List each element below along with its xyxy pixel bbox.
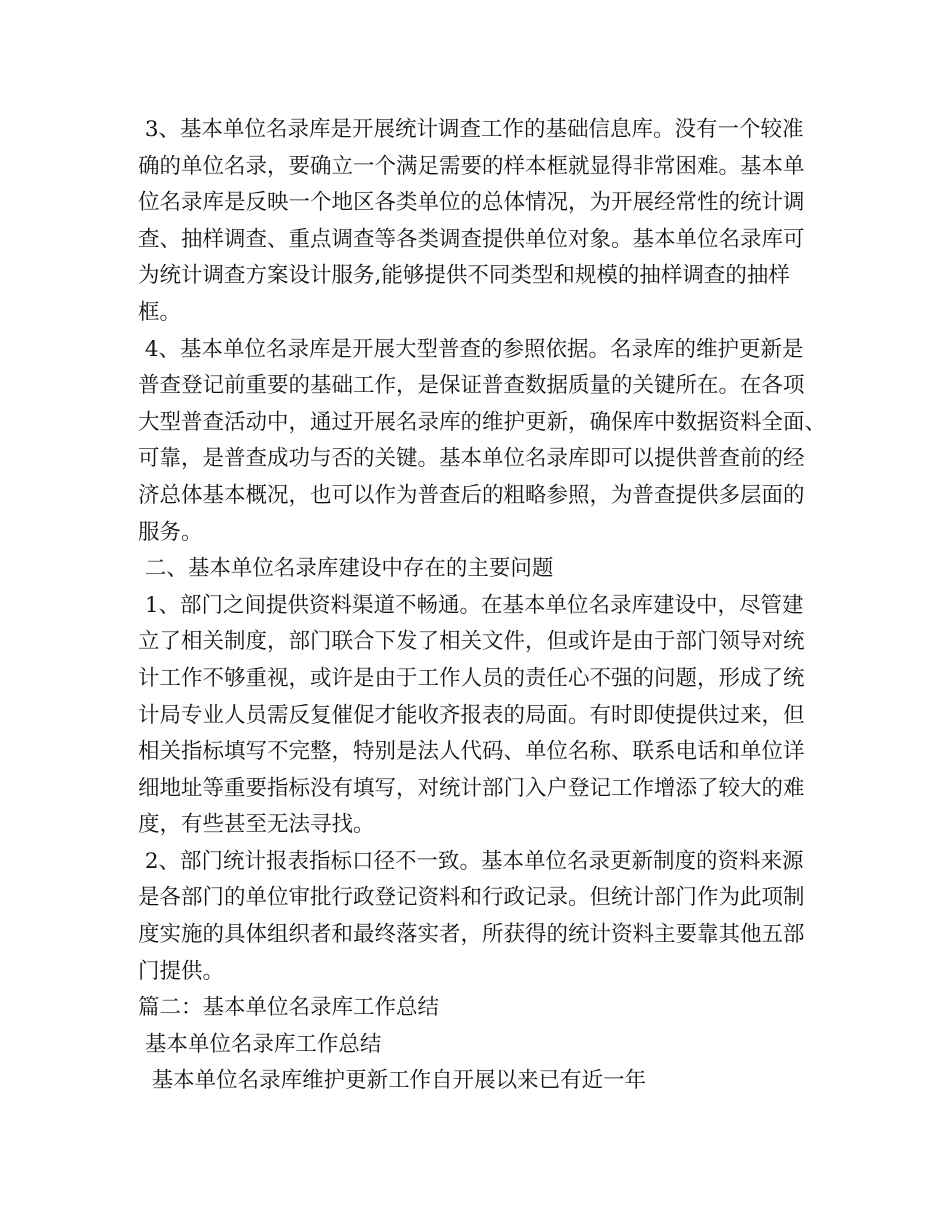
text-line: 门提供。 <box>138 958 225 984</box>
text-line: 计工作不够重视，或许是由于工作人员的责任心不强的问题，形成了统 <box>138 665 805 691</box>
text-line: 4、基本单位名录库是开展大型普查的参照依据。名录库的维护更新是 <box>138 336 804 362</box>
article-title: 基本单位名录库工作总结 <box>138 1031 382 1057</box>
text-line: 2、部门统计报表指标口径不一致。基本单位名录更新制度的资料来源 <box>138 848 804 874</box>
section-heading: 二、基本单位名录库建设中存在的主要问题 <box>138 556 554 582</box>
text-line: 框。 <box>138 299 182 325</box>
text-line: 位名录库是反映一个地区各类单位的总体情况，为开展经常性的统计调 <box>138 190 805 216</box>
text-line: 立了相关制度，部门联合下发了相关文件，但或许是由于部门领导对统 <box>138 629 805 655</box>
text-line: 济总体基本概况，也可以作为普查后的粗略参照，为普查提供多层面的 <box>138 482 805 508</box>
text-line: 度，有些甚至无法寻找。 <box>138 812 375 838</box>
chapter-heading: 篇二：基本单位名录库工作总结 <box>138 995 440 1021</box>
text-line: 1、部门之间提供资料渠道不畅通。在基本单位名录库建设中，尽管建 <box>138 592 804 618</box>
text-line: 大型普查活动中，通过开展名录库的维护更新，确保库中数据资料全面、 <box>138 409 827 435</box>
text-line: 3、基本单位名录库是开展统计调查工作的基础信息库。没有一个较准 <box>138 117 804 142</box>
text-line: 为统计调查方案设计服务,能够提供不同类型和规模的抽样调查的抽样 <box>138 263 790 289</box>
text-line: 细地址等重要指标没有填写，对统计部门入户登记工作增添了较大的难 <box>138 775 805 801</box>
text-line: 基本单位名录库维护更新工作自开展以来已有近一年 <box>138 1068 647 1094</box>
text-line: 可靠，是普查成功与否的关键。基本单位名录库即可以提供普查前的经 <box>138 446 805 472</box>
text-line: 服务。 <box>138 519 203 545</box>
text-line: 查、抽样调查、重点调查等各类调查提供单位对象。基本单位名录库可 <box>138 226 805 252</box>
text-line: 计局专业人员需反复催促才能收齐报表的局面。有时即使提供过来，但 <box>138 702 805 728</box>
text-line: 确的单位名录，要确立一个满足需要的样本框就显得非常困难。基本单 <box>138 153 805 179</box>
text-line: 是各部门的单位审批行政登记资料和行政记录。但统计部门作为此项制 <box>138 885 805 911</box>
document-body <box>138 112 827 1100</box>
text-line: 相关指标填写不完整，特别是法人代码、单位名称、联系电话和单位详 <box>138 739 805 765</box>
text-line: 度实施的具体组织者和最终落实者，所获得的统计资料主要靠其他五部 <box>138 922 805 948</box>
text-line: 普查登记前重要的基础工作，是保证普查数据质量的关键所在。在各项 <box>138 373 805 399</box>
